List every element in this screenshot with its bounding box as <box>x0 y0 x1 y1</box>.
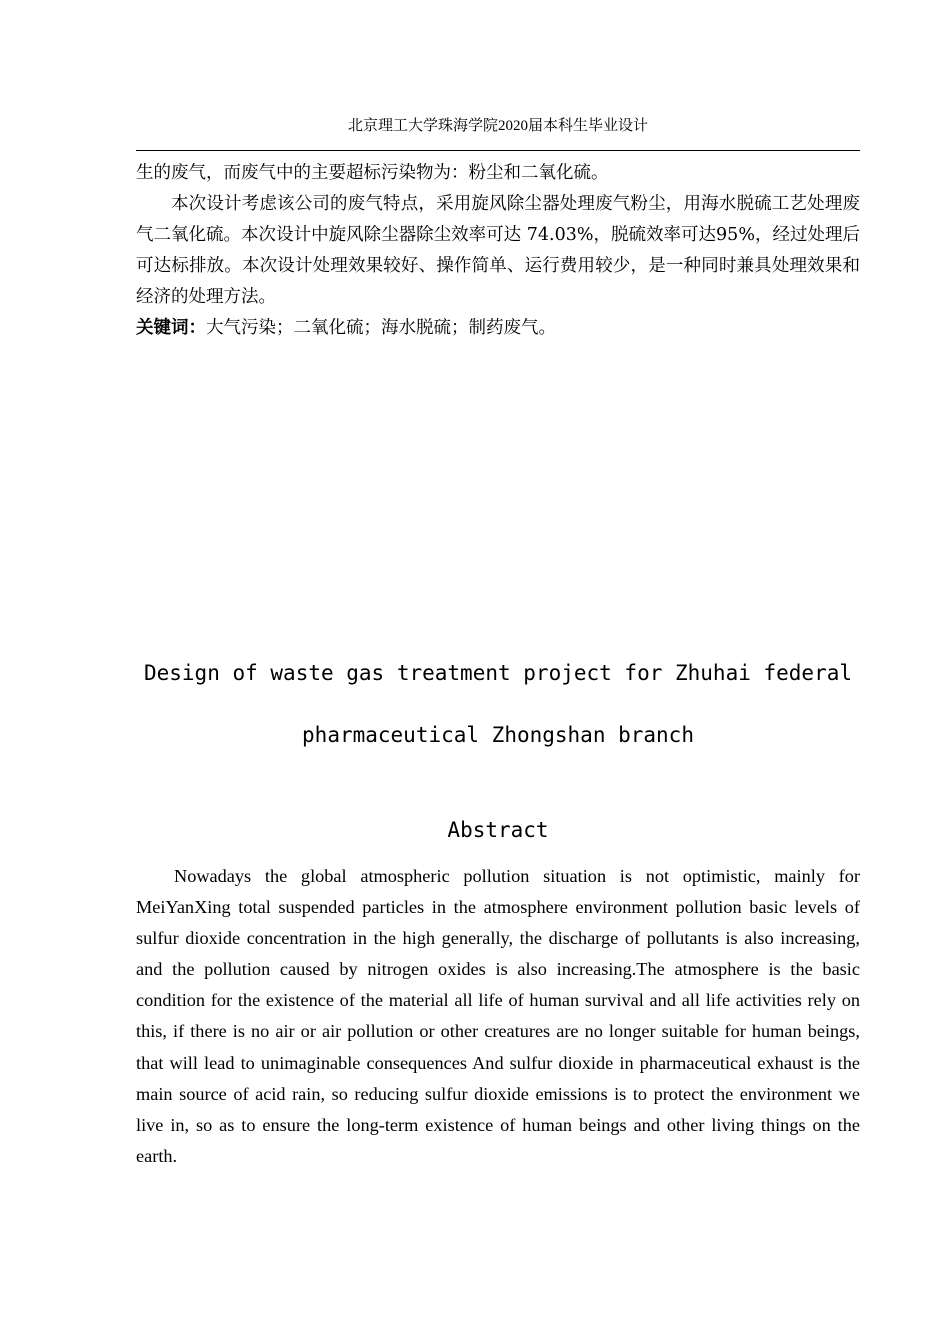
english-abstract-body: Nowadays the global atmospheric pollution situation is not optimistic, mainly for MeiYanXing total suspended particles in the atmosphere environment pollution basic levels of sulfur dioxide concentration in the high generally, the discharge of pollutants is also increasing, and the pollution caused by nitrogen oxides is also increasing.The atmosphere is the basic condition for the existence of the material all life of human survival and all life activities rely on this, if there is no air or air pollution or other creatures are no longer suitable for human beings, that will lead to unimaginable consequences And sulfur dioxide in pharmaceutical exhaust is the main source of acid rain, so reducing sulfur dioxide emissions is to protect the environment we live in, so as to ensure the long-term existence of human beings and other living things on the earth. <box>136 866 860 1166</box>
page-header: 北京理工大学珠海学院2020届本科生毕业设计 <box>347 118 648 134</box>
chinese-abstract <box>136 158 860 344</box>
keywords-text: 大气污染；二氧化硫；海水脱硫；制药废气。 <box>206 318 556 338</box>
keywords-label: 关键词： <box>136 318 206 338</box>
chinese-abstract-paragraph: 本次设计考虑该公司的废气特点，采用旋风除尘器处理废气粉尘，用海水脱硫工艺处理废气二氧化硫。本次设计中旋风除尘器除尘效率可达 74.03%，脱硫效率可达95%，经过处理后可达标排放。本次设计处理效果较好、操作简单、运行费用较少，是一种同时兼具处理效果和经济的处理方法。 <box>136 194 860 307</box>
english-title <box>136 642 860 766</box>
chinese-abstract-continuation: 生的废气，而废气中的主要超标污染物为：粉尘和二氧化硫。 <box>136 163 609 183</box>
english-title-line-2: pharmaceutical Zhongshan branch <box>302 723 694 747</box>
english-title-line-1: Design of waste gas treatment project for Zhuhai federal <box>143 661 852 685</box>
abstract-heading: Abstract <box>447 818 549 842</box>
header-rule <box>136 150 860 151</box>
chinese-keywords <box>136 313 860 344</box>
